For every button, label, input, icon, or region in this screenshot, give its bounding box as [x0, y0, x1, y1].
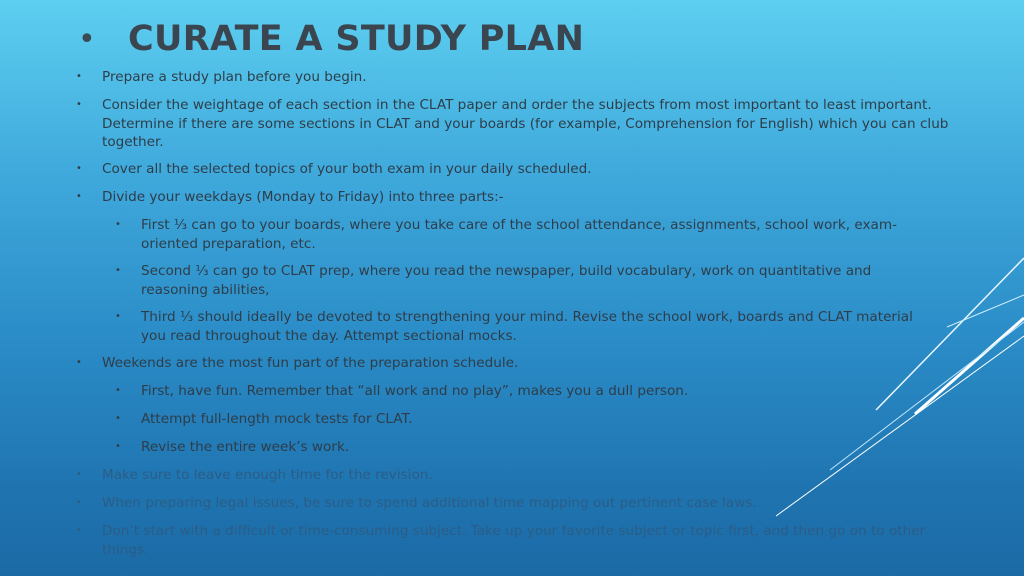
- bullet-text: Revise the entire week’s work.: [141, 439, 350, 455]
- bullet-dot-icon: •: [115, 441, 121, 452]
- deco-line-2: [947, 295, 1024, 327]
- bullet-dot-icon: •: [76, 469, 82, 480]
- bullet-dot-icon: •: [76, 71, 82, 82]
- bullet-text: First ⅓ can go to your boards, where you take care of the school attendance, assignments, school work, exam-oriented preparation, etc.: [141, 217, 898, 252]
- bullet-text: Second ⅓ can go to CLAT prep, where you read the newspaper, build vocabulary, work on quantitative and reasoning abilities,: [141, 263, 872, 298]
- bullet-text: When preparing legal issues, be sure to spend additional time mapping out pertinent case laws.: [102, 495, 757, 511]
- bullet-text: Weekends are the most fun part of the preparation schedule.: [102, 355, 519, 371]
- bullet-dot-icon: •: [115, 265, 121, 276]
- bullet-text: Divide your weekdays (Monday to Friday) into three parts:-: [102, 189, 504, 205]
- bullet-dot-icon: •: [76, 99, 82, 110]
- bullet-dot-icon: •: [115, 385, 121, 396]
- title-bullet: •: [78, 21, 96, 57]
- deco-line-4: [776, 336, 1024, 516]
- bullet-dot-icon: •: [76, 497, 82, 508]
- bullet-text: Consider the weightage of each section in the CLAT paper and order the subjects from most important to least important. Determine if there are some sections in CLAT and your boards (for example, Comprehension for English) which you can club together.: [102, 97, 949, 150]
- bullet-dot-icon: •: [76, 191, 82, 202]
- bullet-dot-icon: •: [115, 219, 121, 230]
- bullet-text: Attempt full-length mock tests for CLAT.: [141, 411, 413, 427]
- bullet-dot-icon: •: [76, 357, 82, 368]
- deco-line-3: [915, 318, 1024, 414]
- bullet-text: Don’t start with a difficult or time-consuming subject. Take up your favorite subject or topic first, and then go on to other things.: [102, 523, 926, 558]
- bullet-text: Make sure to leave enough time for the revision.: [102, 467, 433, 483]
- bullet-text: First, have fun. Remember that “all work and no play”, makes you a dull person.: [141, 383, 689, 399]
- bullet-text: Cover all the selected topics of your both exam in your daily scheduled.: [102, 161, 592, 177]
- slide-title: CURATE A STUDY PLAN: [128, 19, 585, 59]
- bullet-text: Prepare a study plan before you begin.: [102, 69, 367, 85]
- bullet-text: Third ⅓ should ideally be devoted to strengthening your mind. Revise the school work, boards and CLAT material you read throughout the day. Attempt sectional mocks.: [141, 309, 913, 344]
- deco-line-5: [830, 322, 1024, 470]
- bullet-dot-icon: •: [76, 525, 82, 536]
- bullet-dot-icon: •: [115, 311, 121, 322]
- bullet-dot-icon: •: [115, 413, 121, 424]
- deco-line-1: [876, 258, 1024, 410]
- bullet-dot-icon: •: [76, 163, 82, 174]
